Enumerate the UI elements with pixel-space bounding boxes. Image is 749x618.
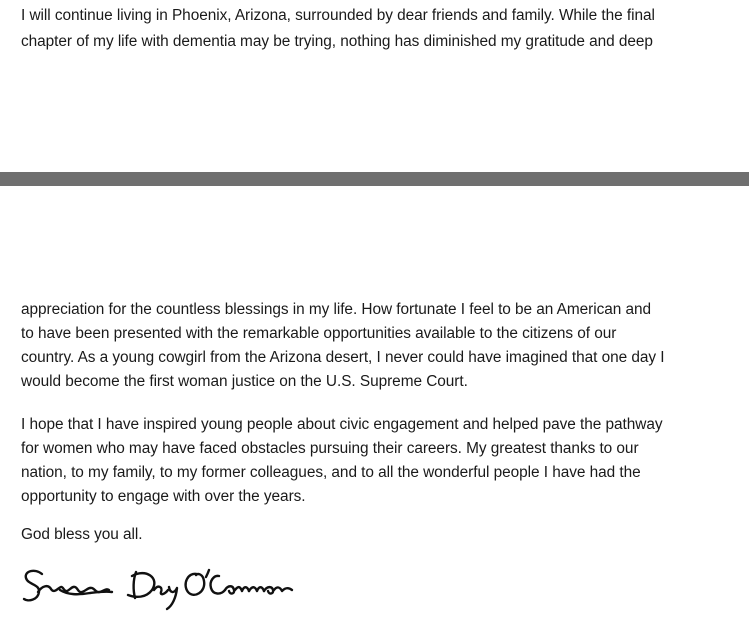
text-line: I will continue living in Phoenix, Arizona, surrounded by dear friends and family. While the final xyxy=(21,7,655,24)
text-line: country. As a young cowgirl from the Arizona desert, I never could have imagined that one day I xyxy=(21,349,665,366)
text-line: I hope that I have inspired young people about civic engagement and helped pave the pathway xyxy=(21,416,663,433)
text-line: opportunity to engage with over the years. xyxy=(21,488,306,505)
text-line: appreciation for the countless blessings in my life. How fortunate I feel to be an American and xyxy=(21,301,652,318)
text-line: for women who may have faced obstacles pursuing their careers. My greatest thanks to our xyxy=(21,440,639,457)
text-line: would become the first woman justice on the U.S. Supreme Court. xyxy=(21,373,468,390)
handwritten-signature xyxy=(20,564,310,612)
text-line: to have been presented with the remarkable opportunities available to the citizens of our xyxy=(21,325,617,342)
signature-drawing xyxy=(20,564,310,612)
text-line: chapter of my life with dementia may be trying, nothing has diminished my gratitude and deep xyxy=(21,33,653,50)
text-line: nation, to my family, to my former colleagues, and to all the wonderful people I have had the xyxy=(21,464,641,481)
letter-page-bottom xyxy=(0,186,749,618)
closing-line: God bless you all. xyxy=(21,526,143,543)
page-break-divider xyxy=(0,172,749,186)
